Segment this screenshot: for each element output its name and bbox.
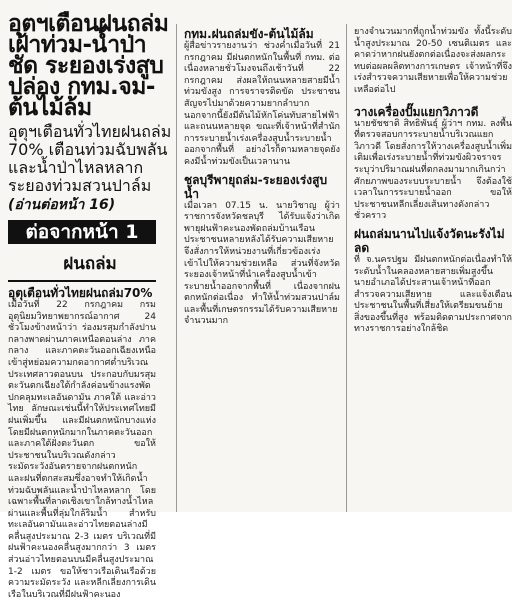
section-title: ฝนถล่ม	[63, 254, 117, 274]
column-middle	[182, 0, 340, 512]
main-headline: อุตฯเตือนฝนถล่ม เฝ้าท่วม-น้ำป่าชัด ระยองเร่งสูบปล่อง กทม.จม-ต้นไม้ล้ม	[8, 11, 169, 121]
subheadline-text: อุตุฯเตือนทั่วไทยฝนถล่ม 70% เตือนท่วมฉับพลันและน้ำป่าไหลหลาก ระยองท่วมสวนปาล์ม	[8, 122, 172, 195]
story-body: นายชัชชาติ สิทธิพันธุ์ ผู้ว่าฯ กทม. ลงพื้นที่ตรวจสอบการระบายน้ำบริเวณแยกวิภาวดี โดยสั่งการให้วางเครื่องสูบน้ำเพิ่มเติมเพื่อเร่งระบายน้ำที่ท่วมขังผิวจราจร ระบุว่าปริมาณฝนที่ตกลงมามากเกินกว่าศักยภาพของระบบระบายน้ำ จึงต้องใช้เวลาในการระบายน้ำออก ขอให้ประชาชนหลีกเลี่ยงเส้นทางดังกล่าวชั่วคราว	[354, 118, 512, 222]
story-title: ชลบุรีพายุถล่ม-ระยองเร่งสูบน้ำ	[184, 172, 328, 201]
column-right	[352, 0, 512, 512]
story-title: วางเครื่องปั๊มแยกวิภาวดี	[354, 104, 479, 119]
story-body: ยางจำนวนมากที่ถูกน้ำท่วมขัง ทั้งนี้ระดับน้ำสูงประมาณ 20-50 เซนติเมตร และคาดว่าหากฝนยังตกต่อเนื่องจะส่งผลกระทบต่อผลผลิตทางการเกษตร เจ้าหน้าที่จึงเร่งสำรวจความเสียหายเพื่อให้ความช่วยเหลือต่อไป	[354, 27, 512, 95]
continued-reference: (อ่านต่อหน้า 16)	[8, 197, 116, 213]
story-body: ผู้สื่อข่าวรายงานว่า ช่วงค่ำเมื่อวันที่ 21 กรกฎาคม มีฝนตกหนักในพื้นที่ กทม. ต่อเนื่องหลายชั่วโมงจนถึงเช้าวันที่ 22 กรกฎาคม ส่งผลให้ถนนหลายสายมีน้ำท่วมขังสูง การจราจรติดขัด ประชาชนสัญจรไปมาด้วยความยากลำบาก นอกจากนี้ยังมีต้นไม้หักโค่นทับสายไฟฟ้าและถนนหลายจุด ขณะที่เจ้าหน้าที่สำนักการระบายน้ำเร่งเครื่องสูบน้ำระบายน้ำออกจากพื้นที่ อย่างไรก็ตามหลายจุดยังคงมีน้ำท่วมขังเป็นเวลานาน	[184, 41, 340, 167]
story-title: อุตุเตือนทั่วไทยฝนถล่ม70%	[8, 286, 153, 300]
column-left	[0, 0, 172, 600]
subheadline	[8, 123, 172, 214]
column-divider	[176, 24, 177, 512]
story-title: ฝนถล่มนานไปแจ้งวัดนะรังไม่ลด	[354, 226, 505, 255]
continued-banner: ต่อจากหน้า 1	[8, 220, 156, 244]
column-divider	[346, 24, 347, 512]
story-title: กทม.ฝนถล่มขัง-ต้นไม้ล้ม	[184, 27, 314, 41]
story-body: เมื่อเวลา 07.15 น. นายวิชาญ ผู้ว่าราชการจังหวัดชลบุรี ได้รับแจ้งว่าเกิดพายุฝนฟ้าคะนองพัดถล่มบ้านเรือนประชาชนหลายหลังได้รับความเสียหาย จึงสั่งการให้หน่วยงานที่เกี่ยวข้องเร่งเข้าไปให้ความช่วยเหลือ ส่วนที่จังหวัดระยองเจ้าหน้าที่นำเครื่องสูบน้ำเข้าระบายน้ำออกจากพื้นที่ เนื่องจากฝนตกหนักต่อเนื่อง ทำให้น้ำท่วมสวนปาล์มและพื้นที่เกษตรกรรมได้รับความเสียหายจำนวนมาก	[184, 200, 340, 327]
story-body: เมื่อวันที่ 22 กรกฎาคม กรมอุตุนิยมวิทยาพยากรณ์อากาศ 24 ชั่วโมงข้างหน้าว่า ร่องมรสุมกำลังปานกลางพาดผ่านภาคเหนือตอนล่าง ภาคกลาง และภาคตะวันออกเฉียงเหนือ เข้าสู่หย่อมความกดอากาศต่ำบริเวณประเทศลาวตอนบน ประกอบกับมรสุมตะวันตกเฉียงใต้กำลังค่อนข้างแรงพัดปกคลุมทะเลอันดามัน ภาคใต้ และอ่าวไทย ลักษณะเช่นนี้ทำให้ประเทศไทยมีฝนเพิ่มขึ้น และมีฝนตกหนักบางแห่ง โดยมีฝนตกหนักมากในภาคตะวันออกและภาคใต้ฝั่งตะวันตก ขอให้ประชาชนในบริเวณดังกล่าวระมัดระวังอันตรายจากฝนตกหนัก และฝนที่ตกสะสมซึ่งอาจทำให้เกิดน้ำท่วมฉับพลันและน้ำป่าไหลหลาก โดยเฉพาะพื้นที่ลาดเชิงเขาใกล้ทางน้ำไหลผ่านและพื้นที่ลุ่มใกล้ริมน้ำ สำหรับทะเลอันดามันและอ่าวไทยตอนล่างมีคลื่นสูงประมาณ 2-3 เมตร บริเวณที่มีฝนฟ้าคะนองคลื่นสูงมากกว่า 3 เมตร ส่วนอ่าวไทยตอนบนมีคลื่นสูงประมาณ 1-2 เมตร ขอให้ชาวเรือเดินเรือด้วยความระมัดระวัง และหลีกเลี่ยงการเดินเรือในบริเวณที่มีฝนฟ้าคะนอง	[8, 300, 156, 600]
story-body: ที่ จ.นครปฐม มีฝนตกหนักต่อเนื่องทำให้ระดับน้ำในคลองหลายสายเพิ่มสูงขึ้น นายอำเภอได้ประสานเจ้าหน้าที่ออกสำรวจความเสียหาย และแจ้งเตือนประชาชนในพื้นที่เสี่ยงให้เตรียมขนย้ายสิ่งของขึ้นที่สูง พร้อมติดตามประกาศจากทางราชการอย่างใกล้ชิด	[354, 254, 512, 335]
section-rule	[8, 280, 156, 282]
